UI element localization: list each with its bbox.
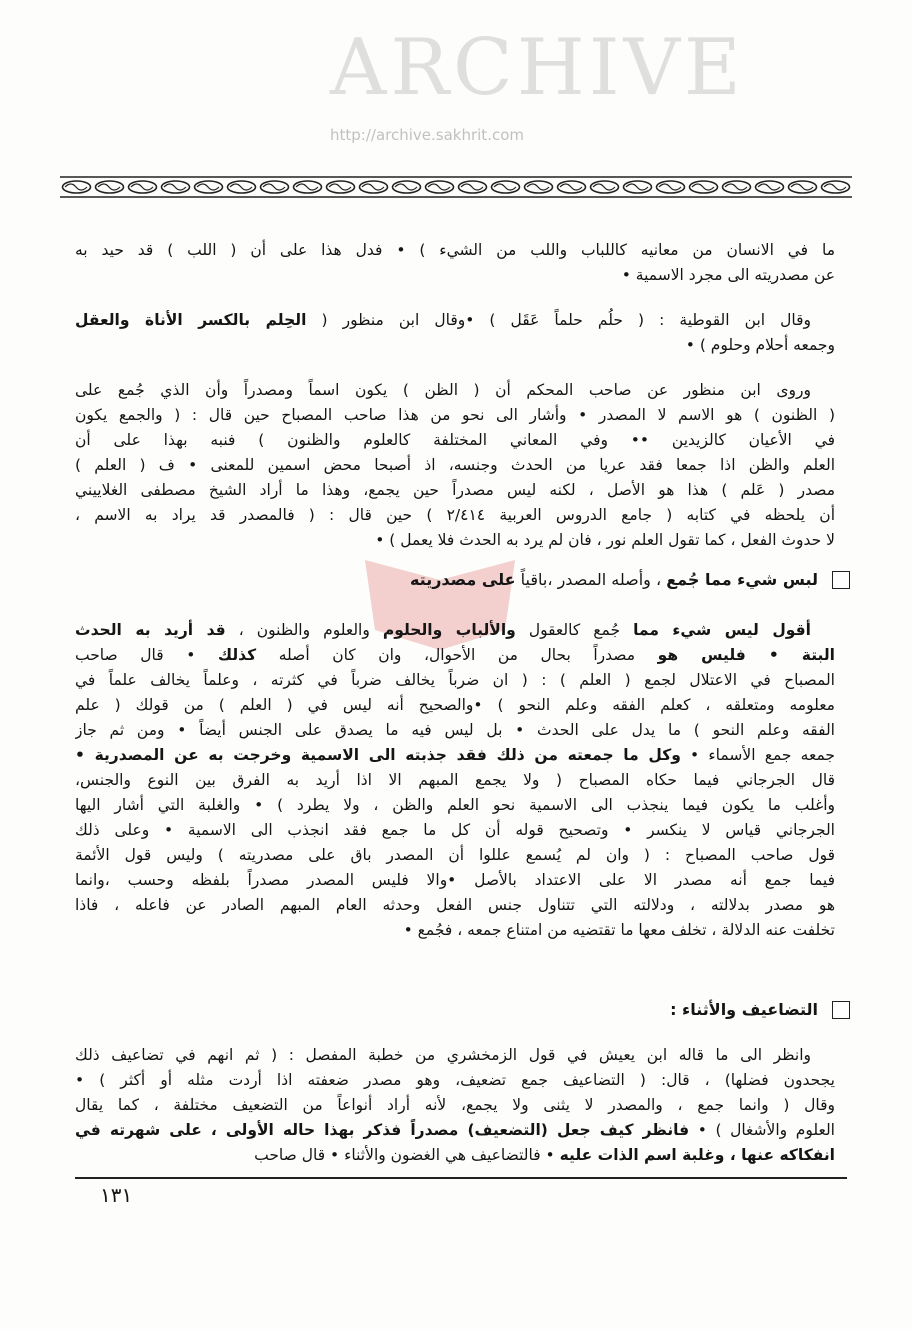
bold-text: والألباب والحلوم [382,621,516,639]
text-line [75,743,835,768]
text-line [75,1118,835,1143]
text-run: وانظر الى ما قاله ابن يعيش في قول الزمخشري من خطبة المفصل : ( ثم انهم في تضاعيف ذلك [75,1046,811,1064]
checkbox-square-icon [832,571,850,589]
text-line [75,378,835,403]
text-run: جُمع كالعقول [515,621,634,639]
text-block-1 [75,238,835,553]
text-line [75,918,835,943]
text-run: جمعه جمع الأسماء • [680,746,835,764]
bold-text: قد أريد به الحدث [75,621,226,639]
text-line [75,843,835,868]
text-run: • فالتضاعيف هي الغضون والأثناء • قال صاحب [254,1146,560,1164]
bold-text: فانظر كيف جعل (التضعيف) مصدراً فذكر بهذا حاله الأولى ، على شهرته في [75,1121,690,1139]
text-line [75,718,835,743]
text-line [75,618,835,643]
text-line [75,263,835,288]
bold-text: وكل ما جمعته من ذلك فقد جذبته الى الاسمية وخرجت به عن المصدرية • [75,746,681,764]
bold-text: الحِلم بالكسر الأناة والعقل [75,311,307,329]
bold-text: التضاعيف والأثناء : [670,1000,818,1019]
text-line [75,238,835,263]
text-run: ما في الانسان من معانيه كاللباب واللب من الشيء ) • فدل هذا على أن ( اللب ) قد حيد به [75,241,835,259]
watermark-logo: ARCHIVE [330,23,745,113]
text-run: والعلوم والظنون ، [225,621,383,639]
text-run: العلوم والأشغال ) • [689,1121,835,1139]
checkbox-square-icon [832,1001,850,1019]
text-line [75,643,835,668]
text-line [75,1068,835,1093]
text-run: وقال ( وانما جمع ، والمصدر لا يثنى ولا يجمع، لأنه أراد أنواعاً من التضعيف مختلفة ، كما يقال [75,1096,835,1114]
text-line [75,1043,835,1068]
text-run: فيما جمع أنه مصدر الا على الاعتداد بالأصل •والا فليس المصدر مصدراً بلفظه وحسب ،وانما [75,871,835,889]
text-run: مصدر ( عَلم ) هذا هو الأصل ، لكنه ليس مصدراً حين يجمع، وهذا ما أراد الشيخ مصطفى الغلاييني [75,481,835,499]
text-run: قال الجرجاني فيما حكاه المصباح ( ولا يجمع المبهم الا اذا أريد به الفرق بين النوع والجنس، [75,771,835,789]
text-line [75,308,835,333]
page-number: ١٣١ [100,1183,133,1207]
bold-text: على مصدريته [409,570,516,589]
text-run: هو مصدر بدلالته ، ودلالته التي تتناول جنس الفعل وحدثه العام المبهم الصادر عن فاعله ، فاذا [75,896,835,914]
text-line [75,528,835,553]
text-line [75,693,835,718]
text-line [75,1093,835,1118]
section-heading-2 [670,1000,850,1019]
text-line [75,403,835,428]
text-block-2 [75,618,835,943]
text-run: الجرجاني قياس لا ينكسر • وتصحيح قوله أن كل ما جمع فقد انجذب الى الاسمية • وعلى ذلك [75,821,835,839]
heading-text [670,1000,818,1019]
text-run: وأغلب ما يكون فيما ينجذب الى الاسمية نحو العلم والظن ، ولا يطرد ) • والغلبة التي أشار اليها [75,796,835,814]
text-run: العلم والظن اذا جمعا فقد عريا من الحدث وجنسه، اذ أصبحا محض اسمين للمعنى • ف ( العلم ) [75,456,835,474]
text-line [75,1143,835,1168]
text-run: وروى ابن منظور عن صاحب المحكم أن ( الظن ) يكون اسماً ومصدراً وأن الذي جُمع على [75,381,811,399]
text-line [75,868,835,893]
text-run: وقال ابن القوطية : ( حلُم حلماً عَقَل ) •وقال ابن منظور ( [306,311,812,329]
bold-text: لبس شيء مما جُمع [666,570,818,589]
text-run: الفقه وعلم النحو ) ما يدل على الحدث • بل ليس فيه ما يصدق على الجنس أيضاً • ومن ثم جاز [75,721,835,739]
footer-rule [75,1177,847,1179]
text-line [75,428,835,453]
text-run: لا حدوث الفعل ، كما تقول العلم نور ، فان لم يرد به الحدث فلا يعمل ) • [375,531,835,549]
text-line [75,818,835,843]
section-heading-1 [410,570,850,589]
text-run: يجحدون فضلها) ، قال: ( التضاعيف جمع تضعيف، وهو مصدر ضعفته اذا أردت مثله أو أكثر ) • [75,1071,835,1089]
bold-text: كذلك [217,646,257,664]
decorative-border [60,176,852,198]
text-block-3 [75,1043,835,1168]
text-line [75,668,835,693]
text-line [75,503,835,528]
text-run: • قال صاحب [75,646,218,664]
text-run: معلومه ومتعلقه ، كعلم الفقه وعلم النحو ) •والصحيح أنه ليس في ( العلم ) من قولك ( علم [75,696,835,714]
text-run: ، وأصله المصدر ،باقياً [515,570,667,589]
heading-text [410,570,818,589]
text-run: ( الظنون ) هو الاسم لا المصدر • وأشار الى نحو من هذا صاحب المصباح حين قال : ( والجمع يكون [75,406,835,424]
text-run: عن مصدريته الى مجرد الاسمية • [621,266,835,284]
text-line [75,478,835,503]
bold-text: أقول ليس شيء مما [633,621,811,639]
text-line [75,793,835,818]
text-run: في الأعيان كالزيدين •• وفي المعاني المختلفة كالعلوم والظنون ) فنبه بهذا على أن [75,431,835,449]
text-run: وجمعه أحلام وحلوم ) • [685,336,835,354]
text-run: قول صاحب المصباح : ( وان لم يُسمع عللوا أن المصدر باق على مصدريته ) وليس قول الأئمة [75,846,835,864]
text-line [75,453,835,478]
text-line [75,333,835,358]
text-run: أن يلحظه في كتابه ( جامع الدروس العربية ٢/٤١٤ ) حين قال : ( فالمصدر قد يراد به الاسم ، [75,506,835,524]
text-run: المصباح في الاعتلال لجمع ( العلم ) : ( ان ضرباً يخالف ضرباً في كثرته ، وعلماً يخالف علماً في [75,671,835,689]
text-line [75,768,835,793]
text-run: مصدراً بحال من الأحوال، وان كان أصله [256,646,658,664]
bold-text: البتة • فليس هو [657,646,835,664]
bold-text: انفكاكه عنها ، وغلبة اسم الذات عليه [559,1146,835,1164]
watermark-url: http://archive.sakhrit.com [330,126,524,144]
text-run: تخلفت عنه الدلالة ، تخلف معها ما تقتضيه من امتناع جمعه ، فجُمع • [403,921,835,939]
text-line [75,893,835,918]
